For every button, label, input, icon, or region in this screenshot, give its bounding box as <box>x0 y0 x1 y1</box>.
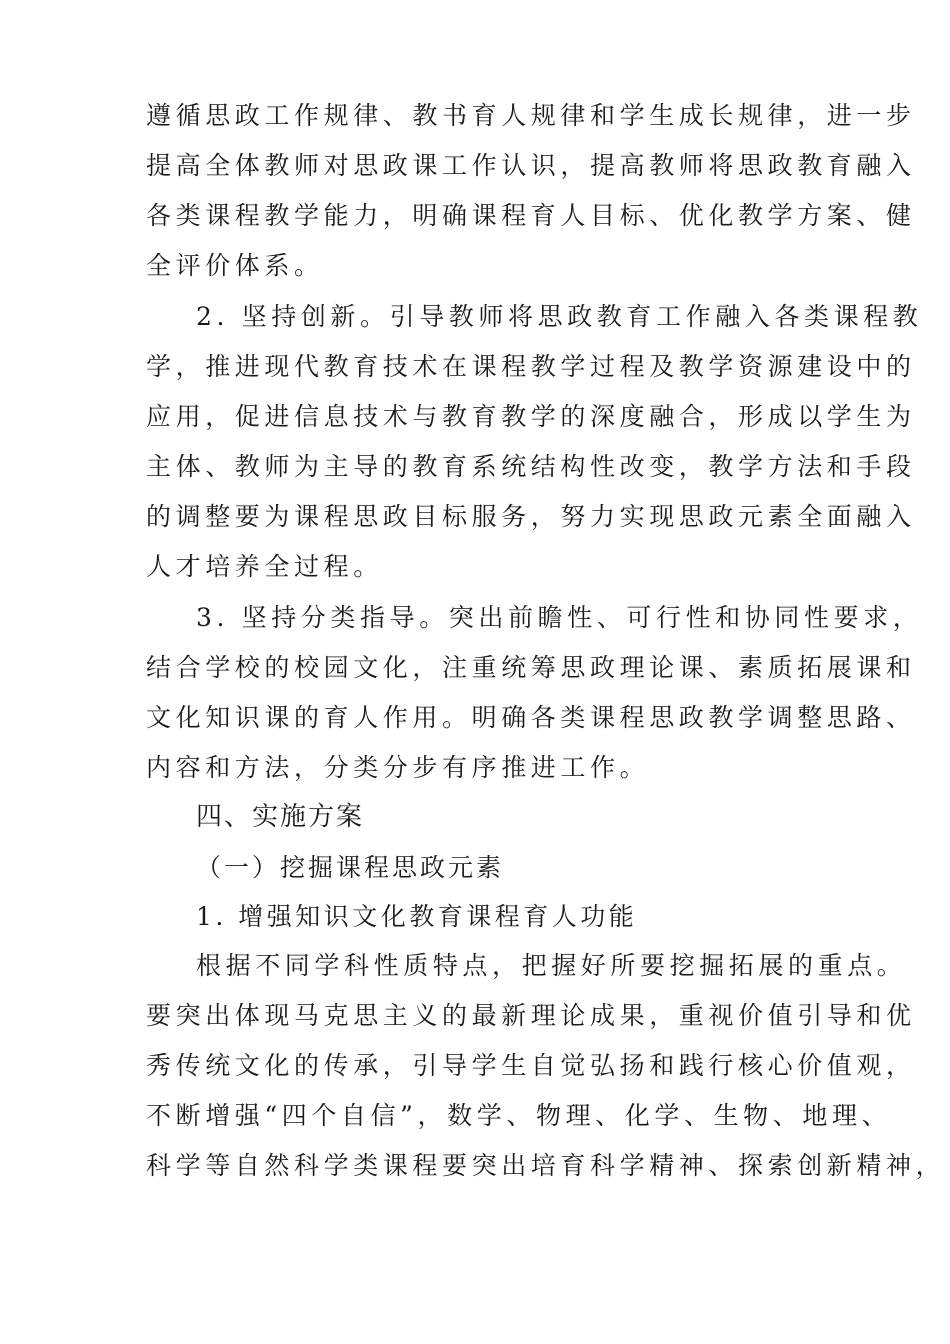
paragraph-line-8: 主体、教师为主导的教育系统结构性改变，教学方法和手段 <box>146 452 916 481</box>
paragraph-line-7: 应用，促进信息技术与教育教学的深度融合，形成以学生为 <box>146 402 916 431</box>
paragraph-line-6: 学，推进现代教育技术在课程教学过程及教学资源建设中的 <box>146 352 916 381</box>
paragraph-line-22: 科学等自然科学类课程要突出培育科学精神、探索创新精神， <box>146 1151 946 1180</box>
subsection-heading: （一）挖掘课程思政元素 <box>196 853 505 882</box>
paragraph-line-9: 的调整要为课程思政目标服务，努力实现思政元素全面融入 <box>146 502 916 531</box>
paragraph-line-19: 要突出体现马克思主义的最新理论成果，重视价值引导和优 <box>146 1001 916 1030</box>
paragraph-line-2: 提高全体教师对思政课工作认识，提高教师将思政教育融入 <box>146 151 916 180</box>
paragraph-line-10: 人才培养全过程。 <box>146 552 383 581</box>
paragraph-line-4: 全评价体系。 <box>146 251 324 280</box>
paragraph-line-11: 3. 坚持分类指导。突出前瞻性、可行性和协同性要求， <box>196 603 923 632</box>
paragraph-line-20: 秀传统文化的传承，引导学生自觉弘扬和践行核心价值观， <box>146 1051 916 1080</box>
paragraph-line-18: 根据不同学科性质特点，把握好所要挖掘拓展的重点。 <box>196 951 907 980</box>
item-heading: 1. 增强知识文化教育课程育人功能 <box>196 902 638 931</box>
paragraph-line-1: 遵循思政工作规律、教书育人规律和学生成长规律，进一步 <box>146 101 916 130</box>
paragraph-line-21: 不断增强“四个自信”，数学、物理、化学、生物、地理、 <box>146 1101 892 1130</box>
paragraph-line-14: 内容和方法，分类分步有序推进工作。 <box>146 753 650 782</box>
paragraph-line-5: 2. 坚持创新。引导教师将思政教育工作融入各类课程教 <box>196 302 923 331</box>
paragraph-line-13: 文化知识课的育人作用。明确各类课程思政教学调整思路、 <box>146 703 916 732</box>
paragraph-line-12: 结合学校的校园文化，注重统筹思政理论课、素质拓展课和 <box>146 653 916 682</box>
section-heading: 四、实施方案 <box>196 802 365 832</box>
paragraph-line-3: 各类课程教学能力，明确课程育人目标、优化教学方案、健 <box>146 201 916 230</box>
